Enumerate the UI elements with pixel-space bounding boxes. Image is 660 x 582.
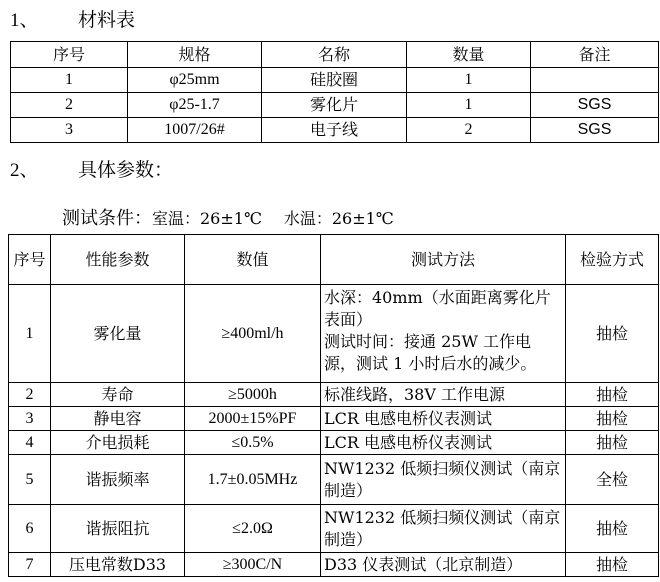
table-cell: 7 [9, 553, 51, 577]
column-header: 名称 [262, 42, 407, 68]
table-cell: 抽检 [566, 505, 659, 553]
column-header: 数量 [407, 42, 531, 68]
column-header: 规格 [128, 42, 262, 68]
column-header: 检验方式 [566, 235, 659, 285]
table-cell: D33 仪表测试（北京制造） [321, 553, 566, 577]
test-conditions [62, 204, 394, 230]
section-heading-1 [10, 5, 135, 32]
table-cell: 2000±15%PF [185, 407, 321, 431]
table-header-row [9, 235, 659, 285]
table-cell: ≤2.0Ω [185, 505, 321, 553]
table-cell: 2 [9, 383, 51, 407]
table-row [9, 383, 659, 407]
table-cell: 1.7±0.05MHz [185, 455, 321, 505]
table-cell: SGS [531, 118, 659, 143]
table-cell: 雾化片 [262, 93, 407, 118]
table-cell: 抽检 [566, 383, 659, 407]
section-title: 材料表 [78, 9, 136, 31]
column-header: 数值 [185, 235, 321, 285]
room-temperature: 室温：26±1℃ [152, 209, 262, 228]
table-cell [531, 68, 659, 93]
table-cell: 全检 [566, 455, 659, 505]
section-heading-2 [10, 155, 173, 182]
table-cell: 电子线 [262, 118, 407, 143]
table-cell: 抽检 [566, 407, 659, 431]
table-cell: 3 [9, 407, 51, 431]
table-cell: 3 [11, 118, 128, 143]
table-row [9, 285, 659, 383]
column-header: 测试方法 [321, 235, 566, 285]
table-cell: 谐振频率 [51, 455, 185, 505]
table-cell: ≥300C/N [185, 553, 321, 577]
table-row [9, 553, 659, 577]
column-header: 序号 [9, 235, 51, 285]
table-row [11, 118, 659, 143]
column-header: 备注 [531, 42, 659, 68]
table-row [9, 505, 659, 553]
section-title: 具体参数： [78, 159, 174, 181]
table-cell: NW1232 低频扫频仪测试（南京制造） [321, 505, 566, 553]
table-cell: LCR 电感电桥仪表测试 [321, 407, 566, 431]
section-number: 1、 [10, 10, 39, 31]
table-row [9, 407, 659, 431]
table-cell: 5 [9, 455, 51, 505]
table-cell: 硅胶圈 [262, 68, 407, 93]
table-cell: 抽检 [566, 285, 659, 383]
materials-table [10, 41, 659, 143]
table-cell: φ25-1.7 [128, 93, 262, 118]
table-cell: 静电容 [51, 407, 185, 431]
table-row [11, 68, 659, 93]
section-number: 2、 [10, 160, 39, 181]
table-cell: LCR 电感电桥仪表测试 [321, 431, 566, 455]
table-cell: 标准线路，38V 工作电源 [321, 383, 566, 407]
table-header-row [11, 42, 659, 68]
table-cell: 4 [9, 431, 51, 455]
table-cell: 1 [407, 93, 531, 118]
table-cell: φ25mm [128, 68, 262, 93]
table-cell: 1 [11, 68, 128, 93]
table-cell: 1007/26# [128, 118, 262, 143]
table-cell: 雾化量 [51, 285, 185, 383]
table-cell: 2 [11, 93, 128, 118]
table-cell: 寿命 [51, 383, 185, 407]
table-cell: 1 [9, 285, 51, 383]
table-row [9, 455, 659, 505]
table-cell: 抽检 [566, 553, 659, 577]
table-row [9, 431, 659, 455]
table-cell: 谐振阻抗 [51, 505, 185, 553]
parameters-table [8, 234, 659, 577]
table-cell: 压电常数D33 [51, 553, 185, 577]
table-cell: 1 [407, 68, 531, 93]
table-cell: SGS [531, 93, 659, 118]
table-row [11, 93, 659, 118]
table-cell: 水深：40mm（水面距离雾化片表面） 测试时间：接通 25W 工作电源，测试 1 小时后水的减少。 [321, 285, 566, 383]
table-cell: 介电损耗 [51, 431, 185, 455]
table-cell: 2 [407, 118, 531, 143]
table-cell: 6 [9, 505, 51, 553]
table-cell: ≥400ml/h [185, 285, 321, 383]
table-cell: NW1232 低频扫频仪测试（南京制造） [321, 455, 566, 505]
table-cell: ≥5000h [185, 383, 321, 407]
table-cell: ≤0.5% [185, 431, 321, 455]
column-header: 序号 [11, 42, 128, 68]
table-cell: 抽检 [566, 431, 659, 455]
column-header: 性能参数 [51, 235, 185, 285]
conditions-label: 测试条件： [62, 208, 152, 229]
water-temperature: 水温：26±1℃ [283, 209, 394, 228]
